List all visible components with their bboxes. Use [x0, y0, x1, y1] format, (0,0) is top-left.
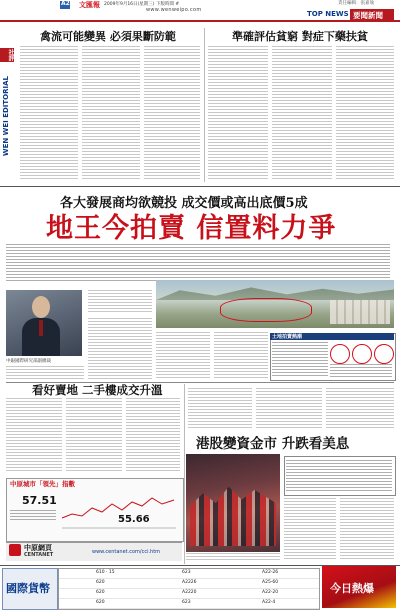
bottom-row-3-a: 620	[96, 600, 105, 605]
bottom-right-2: A22-20	[262, 590, 279, 595]
editorial-label: 社評	[7, 49, 14, 61]
stock-text-col5	[340, 498, 394, 560]
stock-headline: 港股變資金市 升跌看美息	[196, 436, 350, 452]
centanet-brand: 中原網頁	[24, 544, 52, 552]
bottom-right-0: A22-26	[262, 570, 279, 575]
stock-market-table-rows	[286, 460, 392, 492]
lead-col2-text	[88, 318, 152, 380]
editorial-text-col4	[208, 46, 268, 179]
editorial-text-col3	[144, 46, 200, 179]
market-value-main: 57.51	[22, 494, 57, 507]
bottom-row-0-a: 610 · 15	[96, 570, 115, 575]
site-photo-outline	[220, 298, 312, 322]
bottom-title: 國際貨幣	[6, 582, 50, 595]
bottom-row-0-b: 623	[182, 570, 191, 575]
editorial-bottom-rule	[0, 186, 400, 187]
lead-col3-text	[156, 332, 210, 380]
bottom-right-3: A22-4	[262, 600, 276, 605]
market-index-title: 中原城市「領先」指數	[10, 480, 75, 488]
secondary-text-col1	[6, 398, 62, 472]
land-table-stamp-2	[352, 344, 372, 364]
bottom-right-1: A25-60	[262, 580, 279, 585]
editorial-headline-left: 禽流可能變異 必須果斷防範	[40, 30, 176, 43]
bottom-row-2-a: 620	[96, 590, 105, 595]
market-index-chart	[60, 488, 178, 532]
editor-line: 責任編輯：張嘉瑜	[338, 1, 374, 6]
photo-caption: 中銀國際研究部副總裁	[6, 359, 51, 364]
market-box-notes	[10, 510, 56, 522]
left-col-text	[6, 366, 84, 380]
lead-col2-text-top	[88, 290, 152, 312]
editorial-text-col1	[20, 46, 78, 179]
land-table-stamp-3	[374, 344, 394, 364]
editorial-text-col2	[82, 46, 140, 179]
centanet-logo	[9, 544, 21, 556]
stock-divider	[184, 384, 185, 564]
website: www.wenweipo.com	[146, 7, 202, 13]
lead-col4-text	[214, 332, 268, 380]
bottom-row-1-a: 620	[96, 580, 105, 585]
ad-corner-label: 今日熱爆	[330, 582, 374, 595]
executive-photo-tie	[39, 320, 43, 336]
masthead: 文匯報	[79, 0, 100, 9]
section-en: TOP NEWS	[307, 10, 349, 18]
land-table-rows	[272, 342, 328, 377]
lead-headline: 地王今拍賣 信置料力爭	[46, 213, 337, 244]
centanet-brand-en: CENTANET	[24, 552, 54, 558]
land-table-rows-right	[330, 364, 392, 377]
secondary-headline: 看好賣地 二手樓成交升溫	[32, 383, 163, 397]
site-photo-buildings	[330, 300, 390, 324]
editorial-en-label-strip	[2, 76, 12, 180]
centanet-url[interactable]: www.centanet.com/cci.htm	[92, 549, 161, 555]
editorial-divider	[204, 28, 205, 182]
lead-intro-text	[6, 244, 390, 282]
page-code: A2	[61, 0, 70, 7]
land-table-stamp-1	[330, 344, 350, 364]
top-rule	[0, 20, 400, 22]
section-zh: 要聞新聞	[353, 11, 383, 20]
bottom-row-1-b: A2226	[182, 580, 197, 585]
editorial-text-col6	[336, 46, 394, 179]
stock-text-col3	[326, 388, 394, 428]
stock-text-col2	[256, 388, 322, 428]
stock-photo-caption	[186, 553, 280, 561]
stock-text-col1	[188, 388, 252, 428]
market-value-sub: 55.66	[118, 514, 150, 525]
lead-kicker: 各大發展商均欲競投 成交價或高出底價5成	[60, 196, 308, 211]
editorial-label-en: WEN WEI EDITORIAL	[2, 76, 10, 157]
secondary-text-col3	[126, 398, 180, 472]
editorial-headline-right: 準確評估貧窮 對症下藥扶貧	[232, 30, 368, 43]
date-line: 2009年9月16日(星期三) 下版時間 #	[104, 2, 180, 7]
top-bar	[0, 0, 400, 20]
secondary-text-col2	[66, 398, 122, 472]
land-table-title: 土地拍賣熱潮	[272, 334, 303, 340]
bottom-row-3-b: 623	[182, 600, 191, 605]
executive-photo-head	[32, 296, 50, 318]
editorial-text-col5	[272, 46, 332, 179]
bottom-row-2-b: A2220	[182, 590, 197, 595]
